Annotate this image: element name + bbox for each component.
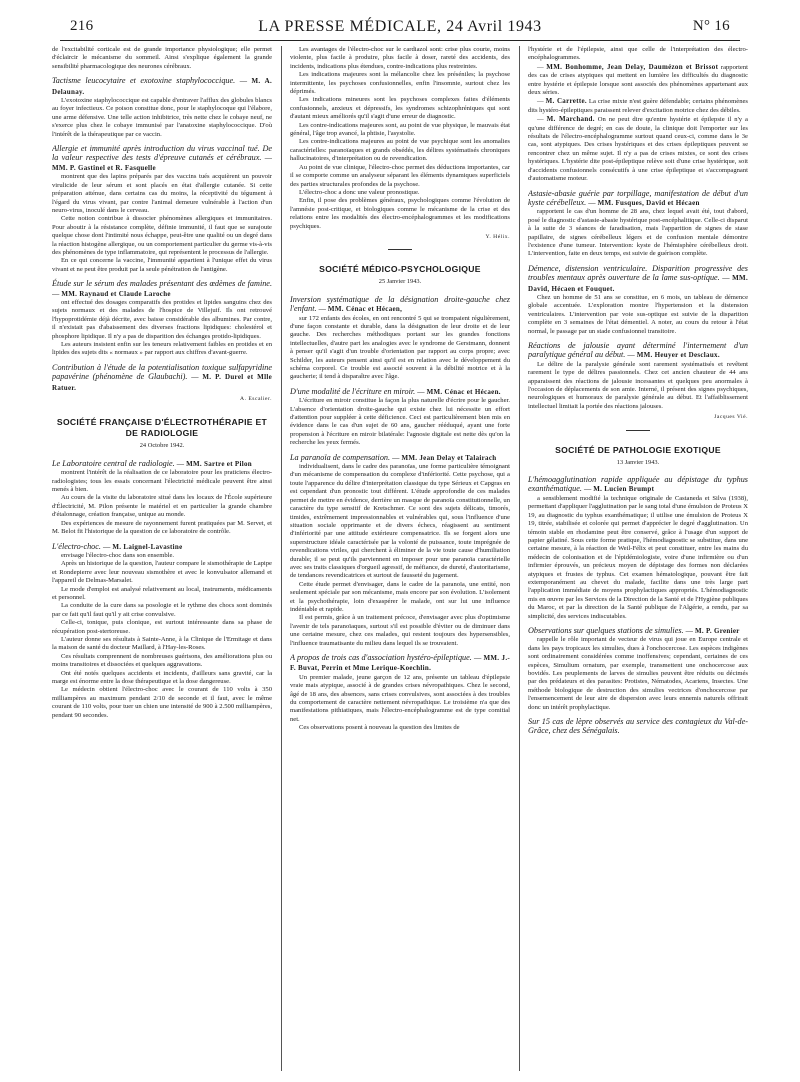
paragraph: — M. Marchand. On ne peut dire qu'entre hystérie et épilepsie il n'y a qu'une différence de degré; en cas de doute, la clinique doit l'emporter sur les résultats de l'électro-encéphalogramme surtout quand ceux-ci, comme dans le 3e cas, sont atypiques. Des crises hystériques et des crises épileptiques peuvent se rencontrer chez un même sujet. Il n'y a pas de crises mixtes, ce sont des crises hystériques. L'hystérie dite post-épileptique relève soit d'une crise hystérique, soit d'accidents confusionnels consécutifs à une crise épileptique et s'accompagnant d'automatisme moteur. — [528, 115, 748, 183]
paragraph: Ces observations posent à nouveau la question des limites de — [299, 724, 460, 732]
paragraph: Il est permis, grâce à un traitement précoce, d'envisager avec plus d'optimisme l'avenir de tels paranoïaques, surtout s'il est possible d'éviter ou de diminuer dans une certaine mesure, chez ces malades, qui restent toujours des hypersensibles, l'influence traumatisante du milieu dans lequel ils se trouvaient. — [290, 614, 510, 647]
paragraph: a sensiblement modifié la technique originale de Castaneda et Silva (1938), permettant d'appliquer l'agglutination par le sang total d'une émulsion de Proteus X 19, au diagnostic du typhus exanthématique; il utilise une émulsion de Proteus X 19, titrée, stabilisée et colorée qui permet d'apprécier le degré d'agglutination. Un témoin stable en rhodamine peut être conservé, grâce à l'usage d'un support de papier gélatiné. Sous cette forme pratique, l'hémodiagnostic se substitue, dans une certaine mesure, à la réaction de Weil-Félix et peut constituer, entre les mains du médecin de colonisation et de l'épidémiologiste, voire d'une infirmière ou d'un infirmier éprouvés, un précieux moyen de dépistage des formes non déclarées atypiques et frustes de typhus. Cet examen hématologique, pouvant être fait extemporanément au chevet du malade, facilite dans une très large part l'application immédiate de moyens prophylactiques appropriés. L'hémodiagnostic mis en œuvre par les Services de la Direction de la Santé et de l'Hygiène publiques du Maroc, et par la direction de la Santé publique de l'Algérie, a rendu, par sa simplicité, des services indiscutables. — [528, 494, 748, 620]
paragraph: Au point de vue clinique, l'électro-choc permet des déductions importantes, car il se comporte comme un analyseur séparant les éléments dynamiques superficiels des parties structurales profondes de la psychose. — [290, 163, 510, 188]
article-title: A propos de trois cas d'association hystéro-épileptique. — MM. J.-F. Buvat, Perrin et Mme Lerique-Koechlin. — [290, 653, 510, 673]
paragraph: individualisent, dans le cadre des paranoïas, une forme particulière témoignant d'un mécanisme de compensation du complexe d'infériorité. Cette psychose, qui a toute l'apparence du délire d'interprétation classique du type Sérieux et Capgras en est cependant d'un pronostic tout différent. L'étude approfondie de ces malades permet de mettre en évidence, derrière un masque de paranoïa constitutionnelle, un caractère du type sensitif de Kretschmer. Ce sont des sujets délicats, timorés, timides, extrêmement impressionnables et vulnérables qui, sous l'influence d'une situation sociale opprimante et de divers échecs, réagissent au sentiment d'infériorité par une attitude extérieure compensatrice. Ils se forgent alors une superstructure idéale caractérisée par la volonté de puissance, toute imprégnée de revendications viriles, qui cherchent à éliminer de la vie toute cause d'humiliation durable; il se peut qu'ils parviennent en imposer pour une paranoïa caractérielle avec ses traits classiques d'orgueil agressif, de méfiance, de dureté, d'autoritarisme, de tendances revendicatrices et surtout de fausseté du jugement. — [290, 463, 510, 580]
paragraph: ont effectué des dosages comparatifs des protides et lipides sanguins chez des sujets normaux et des malades de l'hospice de Villejuif. Ils ont retrouvé l'hypoprotidémie déjà décrite, avec baisse considérable des albumines. Par contre, il n'existait pas d'abaissement des diverses fractions lipidiques: cholestérol et phosphore lipidique. Il n'y a pas de disparition des échanges protido-lipidiques. — [52, 298, 272, 340]
signature: A. Escalier. — [240, 396, 272, 403]
article-title: Inversion systématique de la désignation droite-gauche chez l'enfant. — MM. Cénac et Hécaen, — [290, 294, 510, 314]
article-title: Réactions de jalousie ayant déterminé l'internement d'un paralytique général au début. — MM. Heuyer et Desclaux. — [528, 341, 748, 360]
session-date: 25 Janvier 1943. — [378, 278, 422, 286]
article-title: Astasie-abasie guérie par torpillage, manifestation de début d'un kyste cérébelleux. — MM. Fusques, David et Hécaen — [528, 188, 748, 207]
paragraph: montrent l'intérêt de la réalisation de ce laboratoire pour les praticiens électro-radiologistes; tous les essais concernant l'électricité médicale peuvent être ainsi menés à bien. — [52, 469, 272, 494]
article-authors: M. P. Grenier — [694, 626, 740, 635]
section-rule — [388, 249, 412, 250]
column-3 — [528, 46, 748, 1071]
paragraph: Ont été notés quelques accidents et incidents, d'ailleurs sans gravité, car la marge est énorme entre la dose thérapeutique et la dose dangereuse. — [52, 669, 272, 685]
section-rule — [626, 430, 650, 431]
article-title: Étude sur le sérum des malades présentant des œdèmes de famine. — MM. Raynaud et Claude Laroche — [52, 279, 272, 298]
paragraph: L'auteur donne ses résultats à Sainte-Anne, à la Clinique de l'Ermitage et dans la maison de santé du docteur Maillard, à l'Hay-les-Roses. — [52, 635, 272, 652]
paragraph: L'électro-choc a donc une valeur pronostique. — [299, 188, 420, 196]
paragraph: Le médecin obtient l'électro-choc avec le courant de 110 volts à 350 milliampères au maximum pendant 2/10 de seconde et il faut, avec le même courant de 110 volts, pour tuer un chien une intensité de 900 à 2.500 milliampères, pendant 90 secondes. — [52, 686, 272, 719]
article-authors: MM. David, Hécaen et Fouquet. — [528, 274, 748, 293]
article-authors: MM. Cénac et Hécaen, — [327, 305, 403, 314]
page-number: 216 — [70, 18, 94, 34]
session-date: 13 Janvier 1943. — [616, 458, 660, 466]
article-title: La paranoïa de compensation. — MM. Jean Delay et Talairach — [290, 452, 497, 462]
column-2 — [290, 46, 510, 1071]
column-1 — [52, 46, 272, 1071]
paragraph: de l'excitabilité corticale est de grande importance physiologique; elle permet d'éclaircir le mécanisme du sommeil. Ainsi s'explique également la grande sensibilité pharmacologique des neurones cérébraux. — [52, 46, 272, 70]
article-authors: MM. Jean Delay et Talairach — [401, 453, 497, 462]
paragraph: Enfin, il pose des problèmes généraux, psychologiques comme l'évolution de l'amnésie post-critique, et biologiques comme le mécanisme de la crise et des relations entre les modalités des électro-encéphalogrammes et les modifications psychiques. — [290, 197, 510, 230]
article-title: Contribution à l'étude de la potentialisation toxique sulfapyridine papavérine (phénomène de Glaubachi). — M. P. Durel et Mlle Ratuer. — [52, 362, 272, 392]
session-date: 24 Octobre 1942. — [139, 442, 185, 450]
masthead-title: LA PRESSE MÉDICALE, 24 Avril 1943 — [258, 18, 542, 35]
paragraph: En ce qui concerne la vaccine, l'immunité appartient à l'unique effet du virus vivant et ne peut être produit par la seule pénétration de l'antigène. — [52, 257, 272, 273]
article-title: Tactisme leucocytaire et exotoxine staphylococcique. — M. A. Delaunay. — [52, 76, 272, 96]
article-title: L'électro-choc. — M. Laignel-Lavastine — [52, 541, 183, 551]
article-title: Allergie et immunité après introduction du virus vaccinal tué. De la valeur respective des tests d'épreuve cutanés et cérébraux. — MM. P. Gastinel et R. Fasquelle — [52, 144, 272, 172]
article-authors: M. Marchand. — [546, 115, 595, 124]
article-authors: MM. Sartre et Pilon — [186, 459, 252, 468]
article-columns — [52, 46, 748, 1071]
article-title: Observations sur quelques stations de simulies. — M. P. Grenier — [528, 625, 740, 635]
article-authors: MM. Cénac et Hécaen. — [426, 387, 501, 396]
paragraph: Les indications mineures sont les psychoses complexes faites d'éléments confusionnels, anxieux et dépressifs, les syndromes schizophréniques qui sont d'autant mieux améliorés qu'il s'agit d'une erreur de diagnostic. — [290, 96, 510, 121]
signature: Jacques Vié. — [714, 414, 748, 421]
article-title: Sur 15 cas de lèpre observés au service des contagieux du Val-de-Grâce, chez des Sénégalais. — [528, 717, 748, 736]
article-authors: MM. J.-F. Buvat, Perrin et Mme Lerique-Koechlin. — [290, 654, 510, 673]
paragraph: L'écriture en miroir constitue la façon la plus naturelle d'écrire pour le gaucher. L'absence d'orientation droite-gauche qui existe chez lui nécessite un effort d'attention pour suppléer à cette déficience. Ceci est particulièrement bien mis en évidence dans le cas d'un sujet de 60 ans, gaucher rééduqué, ayant une forte propension à l'écriture en miroir bilatérale: l'agnosie digitale est nette dès qu'on la recherche les yeux fermés. — [290, 397, 510, 447]
paragraph: Au cours de la visite du laboratoire situé dans les locaux de l'École supérieure d'Électricité, M. Pilon présente le matériel et en particulier la grande chambre d'étalonnage, création française, unique au monde. — [52, 494, 272, 519]
paragraph: montrent que des lapins préparés par des vaccins tués acquièrent un pouvoir virulicide de leur sérum et sont placés en état d'allergie cutanée. Si cette préparation atténue, dans certains cas du moins, la réceptivité du tégument à l'égard du virus vivant, par contre l'animal demeure vulnérable à l'action d'un neuro-virus, inoculé dans le cerveau. — [52, 173, 272, 214]
paragraph: L'exotoxine staphylococcique est capable d'entraver l'afflux des globules blancs au foyer infectieux. Ce poison constitue donc, pour le staphylocoque qui l'élabore, une arme défensive. Une telle action inhibitrice, très nette chez le cobaye neuf, ne s'exerce plus chez le cobaye immunisé par l'anatoxine staphylococcique. D'où l'intérêt de la thérapeutique par ce vaccin. — [52, 97, 272, 138]
article-authors: MM. Fusques, David et Hécaen — [597, 198, 700, 207]
paragraph: Les contre-indications majeures sont, au point de vue physique, le mauvais état général, l'âge trop avancé, la phtisie, l'asystolie. — [290, 121, 510, 138]
article-authors: MM. Bonhomme, Jean Delay, Daumézon et Brissot — [546, 62, 719, 71]
issue-number: N° 16 — [692, 18, 730, 34]
paragraph: Les indications majeures sont la mélancolie chez les préséniles; la psychose intermittente, les psychoses confusionnelles, enfin l'insomnie, surtout chez les déprimés. — [290, 71, 510, 96]
paragraph: Cette étude permet d'envisager, dans le cadre de la paranoïa, une entité, non seulement spéciale par son mécanisme, mais encore par son évolution. L'isolement et la psychothérapie, loin d'exaspérer le malade, ont sur lui une influence indéniable et rapide. — [290, 580, 510, 613]
article-title: Démence, distension ventriculaire. Disparition progressive des troubles mentaux après ouverture de la lame sus-optique. — MM. David, Hécaen et Fouquet. — [528, 263, 748, 293]
paragraph: — M. Carrette. La crise mixte n'est guère défendable; certains phénomènes dits hystéro-épileptiques paraissent relever d'excitation motrice chez des débiles. — [528, 97, 748, 114]
society-heading: SOCIÉTÉ FRANÇAISE D'ÉLECTROTHÉRAPIE ET DE RADIOLOGIE — [56, 417, 268, 439]
article-authors: M. A. Delaunay. — [52, 77, 272, 96]
paragraph: Un premier malade, jeune garçon de 12 ans, présente un tableau d'épilepsie vraie mais atypique, associé à de grandes crises névropathiques. Chez le second, âgé de 18 ans, des absences, sans crises convulsives, sont associées à des troubles du comportement de caractère nettement névropathique. Le troisième n'a que des manifestations pithiatiques, mais l'électro-encéphalogramme est de type comitial net. — [290, 673, 510, 723]
society-heading: SOCIÉTÉ MÉDICO-PSYCHOLOGIQUE — [319, 264, 481, 275]
paragraph: — MM. Bonhomme, Jean Delay, Daumézon et Brissot rapportent des cas de crises atypiques qui mettent en lumière les difficultés du diagnostic entre hystérie et épilepsie lorsque sont associés des phénomènes appartenant aux deux séries. — [528, 62, 748, 97]
paragraph: Chez un homme de 51 ans se constitue, en 6 mois, un tableau de démence globale accentuée. L'exploration montre l'hypertension et la distension ventriculaires. L'intervention par voie sus-optique est suivie de la disparition complète en 3 semaines de l'état démentiel. A noter, au cours du retour à l'état normal, le passage par un stade confusionnel transitoire. — [528, 293, 748, 335]
article-authors: MM. P. Gastinel et R. Fasquelle — [52, 163, 156, 172]
article-title: Le Laboratoire central de radiologie. — MM. Sartre et Pilon — [52, 458, 252, 468]
article-authors: M. Lucien Brumpt — [593, 485, 655, 494]
paragraph: envisage l'électro-choc dans son ensemble. — [61, 551, 175, 559]
article-authors: MM. Raynaud et Claude Laroche — [61, 289, 171, 298]
article-authors: MM. Heuyer et Desclaux. — [636, 351, 720, 360]
article-title: D'une modalité de l'écriture en miroir. — MM. Cénac et Hécaen. — [290, 386, 501, 396]
page-header — [70, 18, 730, 40]
paragraph: rappelle le rôle important de vecteur de virus qui joue en Europe centrale et dans les pays tropicaux les simulies, dues à l'onchocercose. Les espèces indigènes sont ordinairement considérées comme inoffensives; cependant, certaines de ces espèces, Simulium ornatum, par exemple, transmettent une onchocercose aux bovidés. Les peuplements de larves de simulies peuvent être réduits ou décimés par des prédateurs et des parasites: Protistes, Nématodes, Acariens, Insectes. Une méthode biologique de destruction des simulies vectrices d'onchocercose par l'ensemencement de leur aire de dispersion avec leurs ennemis naturels offrirait donc un intérêt prophylactique. — [528, 636, 748, 711]
paragraph: Le délire de la paralysie générale sont rarement systématisés et revêtent rarement le type de délires passionnels. Chez cet ancien chauteur de 44 ans apparaissent des réactions de jalousie incessantes et quelques peu anormales à l'occasion de déplacements de son amie. Interné, il présent des signes psychiques, neurologiques et humoraux de paralysie générale au début. Et l'affaiblissement intellectuel limitait la portée des réactions jalouses. — [528, 360, 748, 410]
paragraph: Ces résultats comprennent de nombreuses guérisons, des améliorations plus ou moins transitoires et dissociées et quelques aggravations. — [52, 652, 272, 669]
paragraph: rapportent le cas d'un homme de 28 ans, chez lequel avait été, tout d'abord, posé le diagnostic d'astasie-abasie hystérique post-encéphalitique. Celle-ci disparut à la suite de 3 séances de faradisation, mais l'apparition de signes de stase papillaire, de signes cérébelleux légers et de confusion mentale démontre l'existence d'une tumeur. Intervention: kyste de l'hémisphère cérébelleux droit. L'intervention, faite en deux temps, est suivie de guérison complète. — [528, 208, 748, 258]
paragraph: La conduite de la cure dans sa posologie et le rythme des chocs sont dominés par ce fait qu'il faut qu'il y ait crise convulsive. — [52, 602, 272, 618]
paragraph: Les contre-indications majeures au point de vue psychique sont les anomalies caractérielles: paranoïaques et grands obsédés, les délires systématisés chroniques hallucinatoires, d'interprétation ou de revendication. — [290, 138, 510, 163]
paragraph: l'hystérie et de l'épilepsie, ainsi que celle de l'interprétation des électro-encéphalogrammes. — [528, 46, 748, 62]
article-authors: M. Carrette. — [545, 97, 587, 106]
paragraph: sur 172 enfants des écoles, en ont rencontré 5 qui se trompaient régulièrement, d'une façon constante et durable, dans la désignation de leur droite et de leur gauche. Des recherches méthodiques portant sur les grandes fonctions intellectuelles, d'autre part les analogies avec le syndrome de Gerstmann, donnent à penser qu'il s'agit d'un trouble d'orientation par rapport au corps propre; avec Schilder, les auteurs pensent ainsi qu'il est en relation avec le développement du schéma corporel. Ce trouble est associé souvent à la débilité motrice et à la gaucherie; il tend à disparaître avec l'âge. — [290, 314, 510, 381]
header-rule — [60, 40, 740, 41]
paragraph: Les avantages de l'électro-choc sur le cardiazol sont: crise plus courte, moins violente, plus facile à produire, plus facile à doser, rareté des accidents, des incidents, indications plus étendues, contre-indications plus restreintes. — [290, 46, 510, 70]
paragraph: Le mode d'emploi est analysé relativement au local, instruments, médicaments et personnel. — [52, 585, 272, 601]
paragraph: Les auteurs insistent enfin sur les teneurs relativement faibles en protides et en lipides des sujets dits « normaux » par rapport aux chiffres d'avant-guerre. — [52, 341, 272, 357]
article-authors: M. Laignel-Lavastine — [112, 542, 183, 551]
article-authors: M. P. Durel et Mlle Ratuer. — [52, 373, 272, 392]
paragraph: Après un historique de la question, l'auteur compare le sismothérapie de Lapipe et Rondepierre avec leur nouveau sismothère et avec le konvulsator allemand et l'appareil de Delmas-Marsalet. — [52, 560, 272, 585]
paragraph: Cette notion contribue à dissocier phénomènes allergiques et immunitaires. Pour aboutir à la résistance complète, définie immunité, il faut que se surajoute quelque chose dont l'intimité nous échappe, peut-être une qualité ou un degré dans la réaction histogène allergique, ou un comportement particulier du germe vis-à-vis des phénomènes de type inflammatoire, qui représentent le processus de l'allergie. — [52, 215, 272, 256]
paragraph: Des expériences de mesure de rayonnement furent pratiquées par M. Servet, et M. Belot fit l'historique de la question de ce laboratoire de contrôle. — [52, 519, 272, 536]
signature: Y. Hélix. — [485, 233, 510, 240]
article-title: L'hémoagglutination rapide appliquée au dépistage du typhus exanthématique. — M. Lucien Brumpt — [528, 475, 748, 494]
paragraph: Celle-ci, tonique, puis clonique, est surtout intéressante dans sa phase de récupération post-stertoreuse. — [52, 619, 272, 635]
society-heading: SOCIÉTÉ DE PATHOLOGIE EXOTIQUE — [555, 444, 721, 455]
